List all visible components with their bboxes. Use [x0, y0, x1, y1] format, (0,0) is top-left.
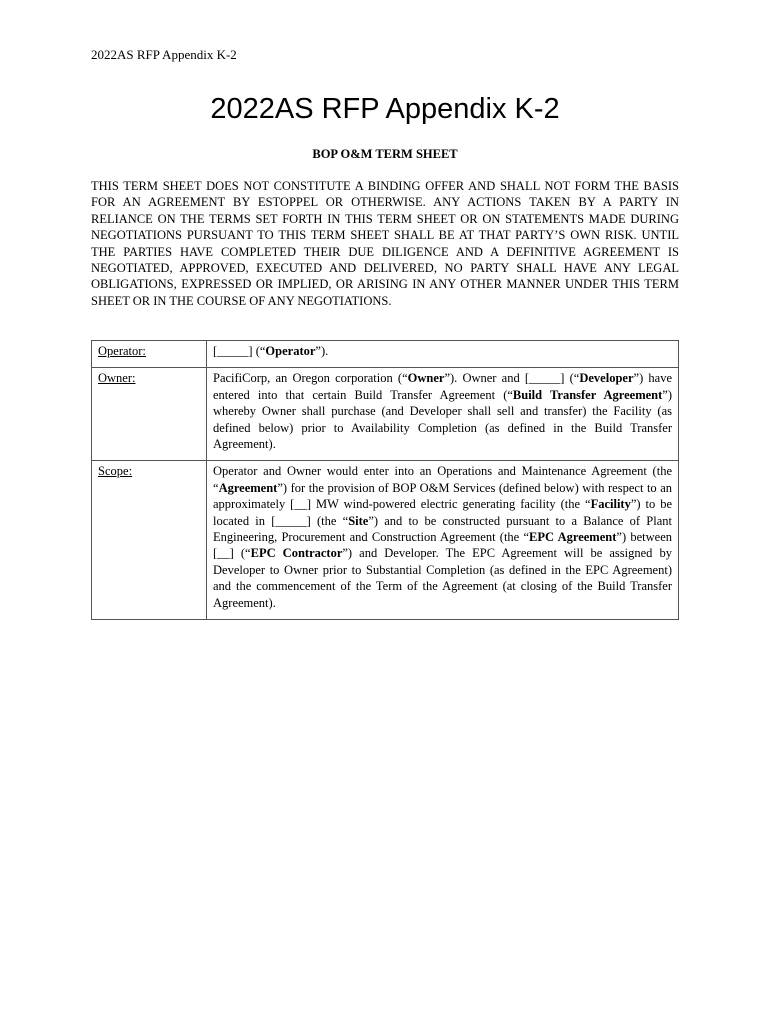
term-content-operator: [_____] (“Operator”).	[207, 341, 679, 368]
term-label-operator: Operator:	[92, 341, 207, 368]
table-row-operator	[92, 341, 679, 368]
term-sheet-table	[91, 340, 679, 620]
table-row-owner	[92, 368, 679, 461]
term-content-scope: Operator and Owner would enter into an Operations and Maintenance Agreement (the “Agreement”) for the provision of BOP O&M Services (defined below) with respect to an approximately [__] MW wind-powered electric generating facility (the “Facility”) to be located in [_____] (the “Site”) and to be constructed pursuant to a Balance of Plant Engineering, Procurement and Construction Agreement (the “EPC Agreement”) between [__] (“EPC Contractor”) and Developer. The EPC Agreement will be assigned by Developer to Owner prior to Substantial Completion (as defined in the EPC Agreement) and the commencement of the Term of the Agreement (at closing of the Build Transfer Agreement).	[207, 461, 679, 620]
term-content-owner: PacifiCorp, an Oregon corporation (“Owner”). Owner and [_____] (“Developer”) have entered into that certain Build Transfer Agreement (“Build Transfer Agreement”) whereby Owner shall purchase (and Developer shall sell and transfer) the Facility (as defined below) prior to Availability Completion (as defined in the Build Transfer Agreement).	[207, 368, 679, 461]
term-label-owner: Owner:	[92, 368, 207, 461]
running-header: 2022AS RFP Appendix K-2	[91, 47, 237, 62]
document-title: 2022AS RFP Appendix K-2	[210, 93, 560, 125]
document-subtitle: BOP O&M TERM SHEET	[312, 147, 458, 161]
table-row-scope	[92, 461, 679, 620]
disclaimer-paragraph: THIS TERM SHEET DOES NOT CONSTITUTE A BINDING OFFER AND SHALL NOT FORM THE BASIS FOR AN AGREEMENT BY ESTOPPEL OR OTHERWISE. ANY ACTIONS TAKEN BY A PARTY IN RELIANCE ON THE TERMS SET FORTH IN THIS TERM SHEET OR ON STATEMENTS MADE DURING NEGOTIATIONS PURSUANT TO THIS TERM SHEET SHALL BE AT THAT PARTY’S OWN RISK. UNTIL THE PARTIES HAVE COMPLETED THEIR DUE DILIGENCE AND A DEFINITIVE AGREEMENT IS NEGOTIATED, APPROVED, EXECUTED AND DELIVERED, NO PARTY SHALL HAVE ANY LEGAL OBLIGATIONS, EXPRESSED OR IMPLIED, OR ARISING IN ANY OTHER MANNER UNDER THIS TERM SHEET OR IN THE COURSE OF ANY NEGOTIATIONS.	[91, 179, 679, 308]
term-label-scope: Scope:	[92, 461, 207, 620]
